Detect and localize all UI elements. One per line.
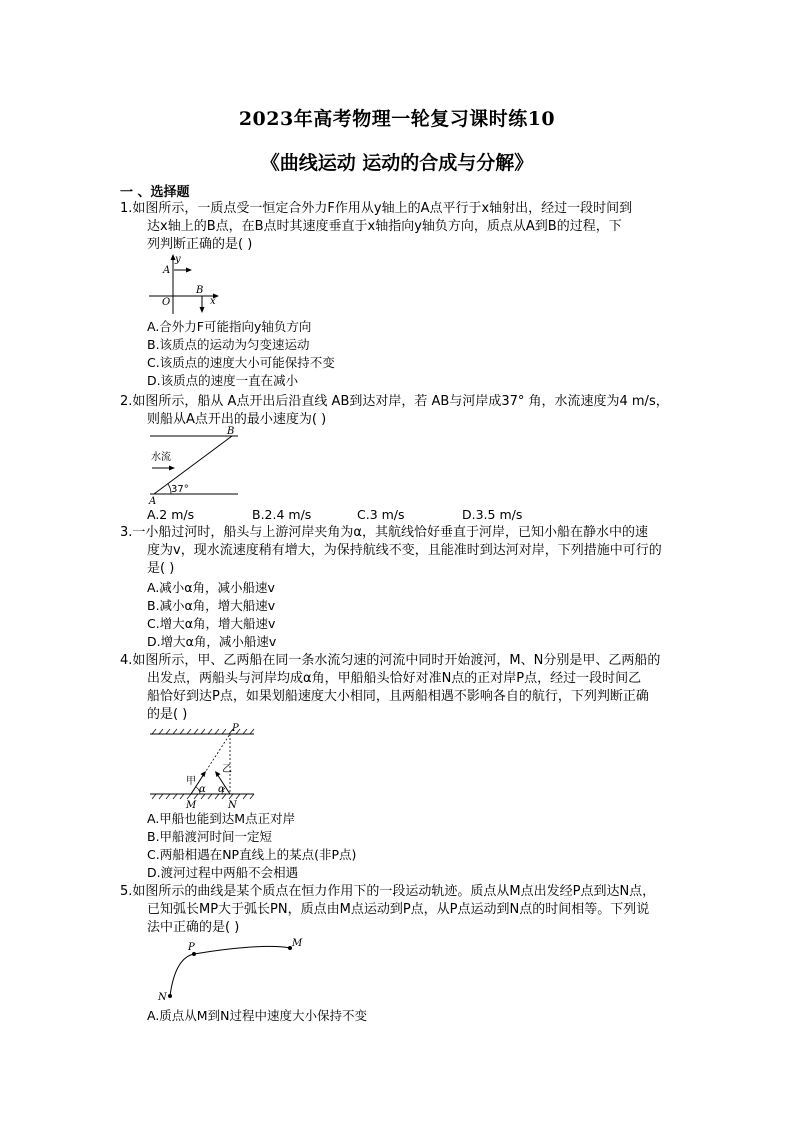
point-m-label: M xyxy=(186,800,197,810)
question-4-option: A.甲船也能到达M点正对岸 xyxy=(147,811,296,826)
question-3-line: 3.一小船过河时，船头与上游河岸夹角为α，其航线恰好垂直于河岸，已知小船在静水中的速 xyxy=(120,525,648,540)
point-p-label: P xyxy=(188,942,195,953)
question-5-figure xyxy=(150,934,310,1006)
question-3-option: A.减小α角，减小船速v xyxy=(147,580,275,595)
question-1-line: 达x轴上的B点，在B点时其速度垂直于x轴指向y轴负方向，质点从A到B的过程，下 xyxy=(147,219,622,234)
question-1-option: A.合外力F可能指向y轴负方向 xyxy=(147,319,312,334)
question-5-option: A.质点从M到N过程中速度大小保持不变 xyxy=(147,1008,367,1023)
point-m-label: M xyxy=(292,938,303,949)
question-4-option: C.两船相遇在NP直线上的某点(非P点) xyxy=(147,847,357,862)
question-5-line: 已知弧长MP大于弧长PN，质点由M点运动到P点，从P点运动到N点的时间相等。下列说 xyxy=(147,902,650,917)
question-1-line: 列判断正确的是( ) xyxy=(147,237,253,252)
question-4 xyxy=(120,652,700,724)
question-2-line: 则船从A点开出的最小速度为( ) xyxy=(147,412,327,427)
question-2-option: C.3 m/s xyxy=(357,507,405,522)
question-3-line: 是( ) xyxy=(147,561,175,576)
question-1-option: D.该质点的速度一直在减小 xyxy=(147,373,299,388)
question-3-option: B.减小α角，增大船速v xyxy=(147,598,276,613)
question-4-option: B.甲船渡河时间一定短 xyxy=(147,829,273,844)
question-4-line: 的是( ) xyxy=(147,707,188,722)
question-2 xyxy=(120,393,700,429)
question-5-line: 法中正确的是( ) xyxy=(147,920,240,935)
question-3-option: C.增大α角，增大船速v xyxy=(147,616,276,631)
alpha-label: α xyxy=(199,784,206,795)
section-heading: 一 、选择题 xyxy=(120,185,190,200)
question-1 xyxy=(120,200,700,254)
x-axis-label: x xyxy=(210,296,216,307)
point-n-label: N xyxy=(158,992,167,1003)
point-n-label: N xyxy=(228,800,237,810)
question-1-figure xyxy=(145,252,225,316)
water-flow-label: 水流 xyxy=(151,452,171,463)
question-4-line: 4.如图所示，甲、乙两船在同一条水流匀速的河流中同时开始渡河，M、N分别是甲、乙两船的 xyxy=(120,653,661,668)
question-4-line: 船恰好到达P点，如果划船速度大小相同，且两船相遇不影响各自的航行，下列判断正确 xyxy=(147,689,649,704)
question-4-figure xyxy=(146,722,258,810)
question-1-option: B.该质点的运动为匀变速运动 xyxy=(147,337,310,352)
point-b-label: B xyxy=(227,426,235,437)
question-1-option: C.该质点的速度大小可能保持不变 xyxy=(147,355,335,370)
y-axis-label: y xyxy=(175,254,181,265)
question-2-option: B.2.4 m/s xyxy=(252,507,312,522)
point-a-label: A xyxy=(163,265,171,276)
question-2-option: D.3.5 m/s xyxy=(462,507,523,522)
document-subtitle: 《曲线运动 运动的合成与分解》 xyxy=(260,152,534,174)
question-4-line: 出发点，两船头与河岸均成α角，甲船船头恰好对准N点的正对岸P点，经过一段时间乙 xyxy=(147,671,642,686)
angle-label: 37° xyxy=(171,484,189,495)
question-3-line: 度为v，现水流速度稍有增大，为保持航线不变，且能准时到达河对岸，下列措施中可行的 xyxy=(147,543,662,558)
question-2-line: 2.如图所示，船从 A点开出后沿直线 AB到达对岸，若 AB与河岸成37° 角，水流速度为4 m/s， xyxy=(120,394,669,409)
question-1-line: 1.如图所示，一质点受一恒定合外力F作用从y轴上的A点平行于x轴射出，经过一段时间到 xyxy=(120,201,633,216)
document-title: 2023年高考物理一轮复习课时练10 xyxy=(238,108,556,130)
point-b-label: B xyxy=(196,285,204,296)
question-5 xyxy=(120,883,700,937)
boat-jia-label: 甲 xyxy=(186,776,196,787)
point-p-label: P xyxy=(232,723,239,734)
question-2-option: A.2 m/s xyxy=(147,507,195,522)
alpha-label: α xyxy=(218,784,225,795)
origin-label: O xyxy=(162,297,171,308)
boat-yi-label: 乙 xyxy=(222,764,232,775)
question-4-option: D.渡河过程中两船不会相遇 xyxy=(147,865,299,880)
question-3 xyxy=(120,524,700,578)
question-2-figure xyxy=(146,426,246,506)
point-a-label: A xyxy=(149,496,157,506)
question-3-option: D.增大α角，减小船速v xyxy=(147,634,277,649)
question-5-line: 5.如图所示的曲线是某个质点在恒力作用下的一段运动轨迹。质点从M点出发经P点到达N点， xyxy=(120,884,656,899)
